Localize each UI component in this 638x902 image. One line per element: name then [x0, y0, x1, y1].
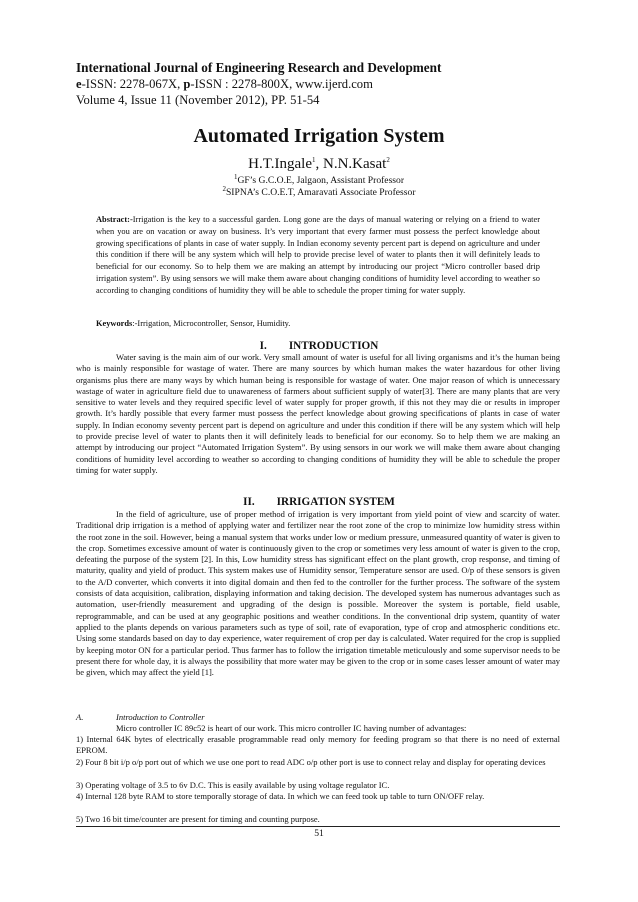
irrigation-paragraph: In the field of agriculture, use of proper method of irrigation is very important from yield point of view and scarcity of water. Traditional drip irrigation is a method of applying water and fertilizer near the root zone of the crop to minimize low humidity stress within the root zone in the soil. However, being a manual system that works under low or medium pressure, unmeasured quantity of water is given to the crop. Sometimes excessive amount of water is continuously given to the crop or sometimes very less amount of water is given to the crop, defeating the purpose of the system [2]. In this, Low humidity stress has significant effect on the plant growth, crop response, and timing of maturity, quality and yield of product. This system makes use of Humidity sensor, Temperature sensor are used. O/p of these sensors is given to the A/D converter, which converts it into digital domain and then fed to the controller for the further process. The software of the system consists of data acquisition, calibration, displaying information and taking decision. The developed system has numerous advantages such as automation, user-friendly measurement and upgrading of the design is possible. Moreover the system is portable, field usable, reprogrammable, and can be used at any geographic positions and weather conditions. In the conventional drip system, quantity of water applied to the plants depends on various parameters such as type of soil, rate of evaporation, type of crop and atmospheric conditions etc. Using some standards based on day to day experience, water requirement of crop per day is calculated. Water required for the crop is supplied by keeping motor ON for a particular period. Thus farmer has to follow the irrigation timetable meticulously and some supervisor needs to be present there for whole day, it is always the possibility that more water may be given to the crop or in some cases lesser amount of water may be given, which may affect the yield [1].	[76, 509, 560, 678]
abstract-text: Irrigation is the key to a successful garden. Long gone are the days of manual watering or relying on a friend to water when you are on vacation or away on business. It’s very important that every farmer must possess the perfect knowledge about growing specifications of plants in case of water supply. In Indian economy seventy percent part is depend on agriculture and under this condition if there will be any system which will help to provide precise level of water to plants then it will definitely leads to beneficial for our economy. So to help them we are making an attempt by introducing our project “Micro controller based drip irrigation system”. By using sensors we will make them aware about changing conditions of humidity level according to weather so according to changing conditions of humidity they will be able to schedule the proper timing for water supply.	[96, 215, 540, 295]
abstract-label: Abstract:-	[96, 215, 133, 224]
controller-intro: Micro controller IC 89c52 is heart of our work. This micro controller IC having number of advantages:	[116, 723, 467, 733]
issn-line: e-ISSN: 2278-067X, p-ISSN : 2278-800X, www.ijerd.com	[76, 77, 373, 91]
keywords-text: :-Irrigation, Microcontroller, Sensor, Humidity.	[132, 319, 291, 328]
subsection-heading-controller: A. Introduction to Controller	[76, 712, 205, 722]
page-number: 51	[314, 828, 324, 839]
affiliation-1: $^1$GF’s G.C.O.E, Jalgaon, Assistant Professor	[233, 173, 405, 187]
section-heading-introduction: I. INTRODUCTION	[259, 340, 379, 352]
affiliation-2: $^2$SIPNA’s C.O.E.T, Amaravati Associate Professor	[222, 185, 416, 199]
list-item: 5) Two 16 bit time/counter are present for timing and counting purpose.	[76, 814, 320, 824]
footer-divider	[76, 826, 560, 827]
author-2: N.N.Kasat	[323, 156, 387, 172]
list-item: 1) Internal 64K bytes of electrically erasable programmable read only memory for feeding program so that there is no need of external EPROM.	[76, 734, 560, 756]
author-1: H.T.Ingale	[248, 156, 313, 172]
journal-name: International Journal of Engineering Research and Development	[76, 60, 442, 75]
list-item: 4) Internal 128 byte RAM to store temporally storage of data. In which we can feed took up table to turn ON/OFF relay.	[76, 791, 485, 801]
introduction-paragraph: Water saving is the main aim of our work. Very small amount of water is useful for all living organisms and it’s the human being who is mainly responsible for wastage of water. There are many sources by which human makes the water hazardous for other living organisms plus there are many ways by which human being is responsible for wastage of water. One major reason of which is unnecessary wastage of water in agriculture field due to unawareness of farmers about sufficient supply of water[3]. There are many plants that are very sensitive to water levels and they required specific level of water supply for proper growth, if this not they may die or results in improper growth. It’s hardly possible that every farmer must possess the perfect knowledge about growing specifications of plants in case of water supply. In Indian economy seventy percent part is depend on agriculture and under this condition if there will be any system which will help to provide precise level of water to plants then it will definitely leads to beneficial for our economy. So to help them we are making an attempt by introducing our project “Automated Irrigation System”. By using sensors in our work we will make them aware about changing conditions of humidity level according to weather so according to changing conditions of humidity they will be able to schedule the proper timing for water supply.	[76, 352, 560, 475]
list-item: 3) Operating voltage of 3.5 to 6v D.C. This is easily available by using voltage regulator IC.	[76, 780, 390, 790]
paper-title: Automated Irrigation System	[193, 125, 445, 147]
volume-line: Volume 4, Issue 11 (November 2012), PP. 51-54	[76, 93, 320, 107]
list-item: 2) Four 8 bit i/p o/p port out of which we use one port to read ADC o/p other port is use to connect relay and display for operating devices	[76, 757, 546, 767]
journal-header	[76, 59, 576, 108]
keywords-label: Keywords	[96, 319, 133, 328]
section-heading-irrigation-system: II. IRRIGATION SYSTEM	[243, 496, 395, 508]
keywords	[96, 318, 540, 330]
abstract	[96, 214, 540, 297]
author-line: H.T.Ingale$^1$, N.N.Kasat$^2$	[248, 156, 390, 172]
